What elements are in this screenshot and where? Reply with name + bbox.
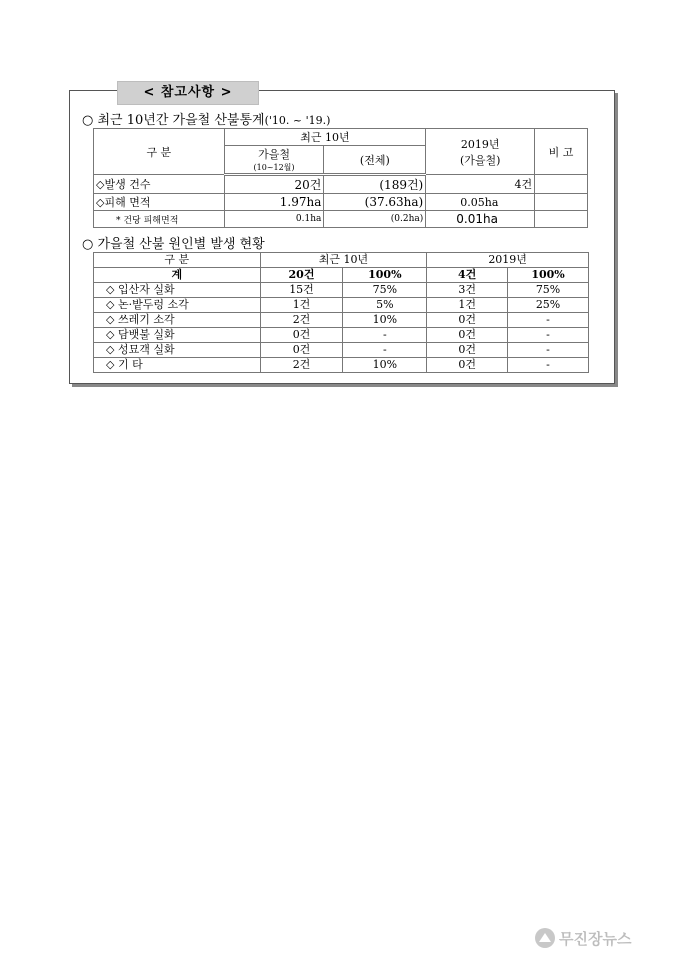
section2-bullet: ○ bbox=[82, 237, 94, 252]
cause-pct-2019: - bbox=[508, 358, 589, 373]
header-2019: 2019년 bbox=[427, 253, 589, 268]
header-autumn-sub: (10~12월) bbox=[253, 163, 295, 172]
cause-label: ◇ 입산자 실화 bbox=[94, 283, 261, 298]
cause-label: ◇ 쓰레기 소각 bbox=[94, 313, 261, 328]
total-pct-10y: 100% bbox=[343, 268, 427, 283]
cause-count-2019: 0건 bbox=[427, 343, 508, 358]
cause-count-10y: 1건 bbox=[260, 298, 343, 313]
total-count-2019: 4건 bbox=[427, 268, 508, 283]
cause-pct-2019: - bbox=[508, 313, 589, 328]
row-label: ◇발생 건수 bbox=[94, 175, 225, 194]
row-2019-value: 0.01ha bbox=[426, 211, 535, 228]
mountain-logo-icon bbox=[535, 928, 555, 948]
table-row bbox=[94, 313, 589, 328]
cause-pct-10y: 10% bbox=[343, 358, 427, 373]
reference-tab-label: < 참고사항 > bbox=[117, 81, 259, 105]
header-category: 구 분 bbox=[94, 253, 261, 268]
table-row bbox=[94, 175, 588, 194]
header-autumn-label: 가을철 bbox=[258, 148, 290, 161]
header-category: 구 분 bbox=[94, 129, 225, 175]
watermark-text: 무진장뉴스 bbox=[559, 929, 632, 948]
row-note bbox=[535, 211, 588, 228]
cause-count-10y: 2건 bbox=[260, 313, 343, 328]
row-label: * 건당 피해면적 bbox=[94, 211, 225, 228]
table-row bbox=[94, 343, 589, 358]
header-2019-year: 2019년 bbox=[460, 137, 500, 151]
row-total-value: (189건) bbox=[324, 175, 426, 194]
row-autumn-value: 20건 bbox=[224, 175, 324, 194]
cause-count-10y: 0건 bbox=[260, 343, 343, 358]
header-recent10: 최근 10년 bbox=[224, 129, 426, 146]
cause-label: ◇ 논·밭두렁 소각 bbox=[94, 298, 261, 313]
header-recent10: 최근 10년 bbox=[260, 253, 427, 268]
header-2019-sub: (가을철) bbox=[459, 153, 501, 167]
section1-title: 최근 10년간 가을철 산불통계 bbox=[97, 113, 265, 128]
cause-pct-2019: - bbox=[508, 328, 589, 343]
row-note bbox=[535, 175, 588, 194]
total-row bbox=[94, 268, 589, 283]
watermark bbox=[535, 924, 675, 952]
cause-count-2019: 3건 bbox=[427, 283, 508, 298]
total-count-10y: 20건 bbox=[260, 268, 343, 283]
cause-count-10y: 2건 bbox=[260, 358, 343, 373]
row-total-value: (0.2ha) bbox=[324, 211, 426, 228]
table-row bbox=[94, 211, 588, 228]
section2-heading bbox=[82, 233, 265, 252]
cause-count-2019: 0건 bbox=[427, 313, 508, 328]
cause-pct-10y: - bbox=[343, 343, 427, 358]
row-total-value: (37.63ha) bbox=[324, 194, 426, 211]
cause-count-2019: 1건 bbox=[427, 298, 508, 313]
table-header-row bbox=[94, 253, 589, 268]
section1-bullet: ○ bbox=[82, 113, 94, 128]
cause-label: ◇ 성묘객 실화 bbox=[94, 343, 261, 358]
autumn-fire-stats-table bbox=[93, 128, 588, 228]
cause-count-2019: 0건 bbox=[427, 358, 508, 373]
header-total: (전체) bbox=[324, 146, 426, 175]
cause-label: ◇ 담뱃불 실화 bbox=[94, 328, 261, 343]
total-label: 계 bbox=[94, 268, 261, 283]
cause-pct-2019: - bbox=[508, 343, 589, 358]
cause-label: ◇ 기 타 bbox=[94, 358, 261, 373]
cause-pct-10y: 10% bbox=[343, 313, 427, 328]
total-pct-2019: 100% bbox=[508, 268, 589, 283]
cause-pct-2019: 25% bbox=[508, 298, 589, 313]
table-row bbox=[94, 194, 588, 211]
row-autumn-value: 1.97ha bbox=[224, 194, 324, 211]
row-note bbox=[535, 194, 588, 211]
row-label: ◇피해 면적 bbox=[94, 194, 225, 211]
row-2019-value: 0.05ha bbox=[426, 194, 535, 211]
header-2019 bbox=[426, 129, 535, 175]
table-row bbox=[94, 298, 589, 313]
section1-period: ('10. ~ '19.) bbox=[264, 114, 331, 127]
cause-pct-10y: - bbox=[343, 328, 427, 343]
cause-pct-10y: 5% bbox=[343, 298, 427, 313]
cause-pct-2019: 75% bbox=[508, 283, 589, 298]
section1-heading bbox=[82, 109, 330, 128]
table-row bbox=[94, 283, 589, 298]
fire-cause-table bbox=[93, 252, 589, 373]
table-row bbox=[94, 328, 589, 343]
row-2019-value: 4건 bbox=[426, 175, 535, 194]
table-row bbox=[94, 358, 589, 373]
section2-title: 가을철 산불 원인별 발생 현황 bbox=[97, 237, 265, 252]
cause-count-10y: 15건 bbox=[260, 283, 343, 298]
header-autumn bbox=[224, 146, 324, 175]
cause-count-10y: 0건 bbox=[260, 328, 343, 343]
cause-pct-10y: 75% bbox=[343, 283, 427, 298]
row-autumn-value: 0.1ha bbox=[224, 211, 324, 228]
cause-count-2019: 0건 bbox=[427, 328, 508, 343]
header-note: 비 고 bbox=[535, 129, 588, 175]
